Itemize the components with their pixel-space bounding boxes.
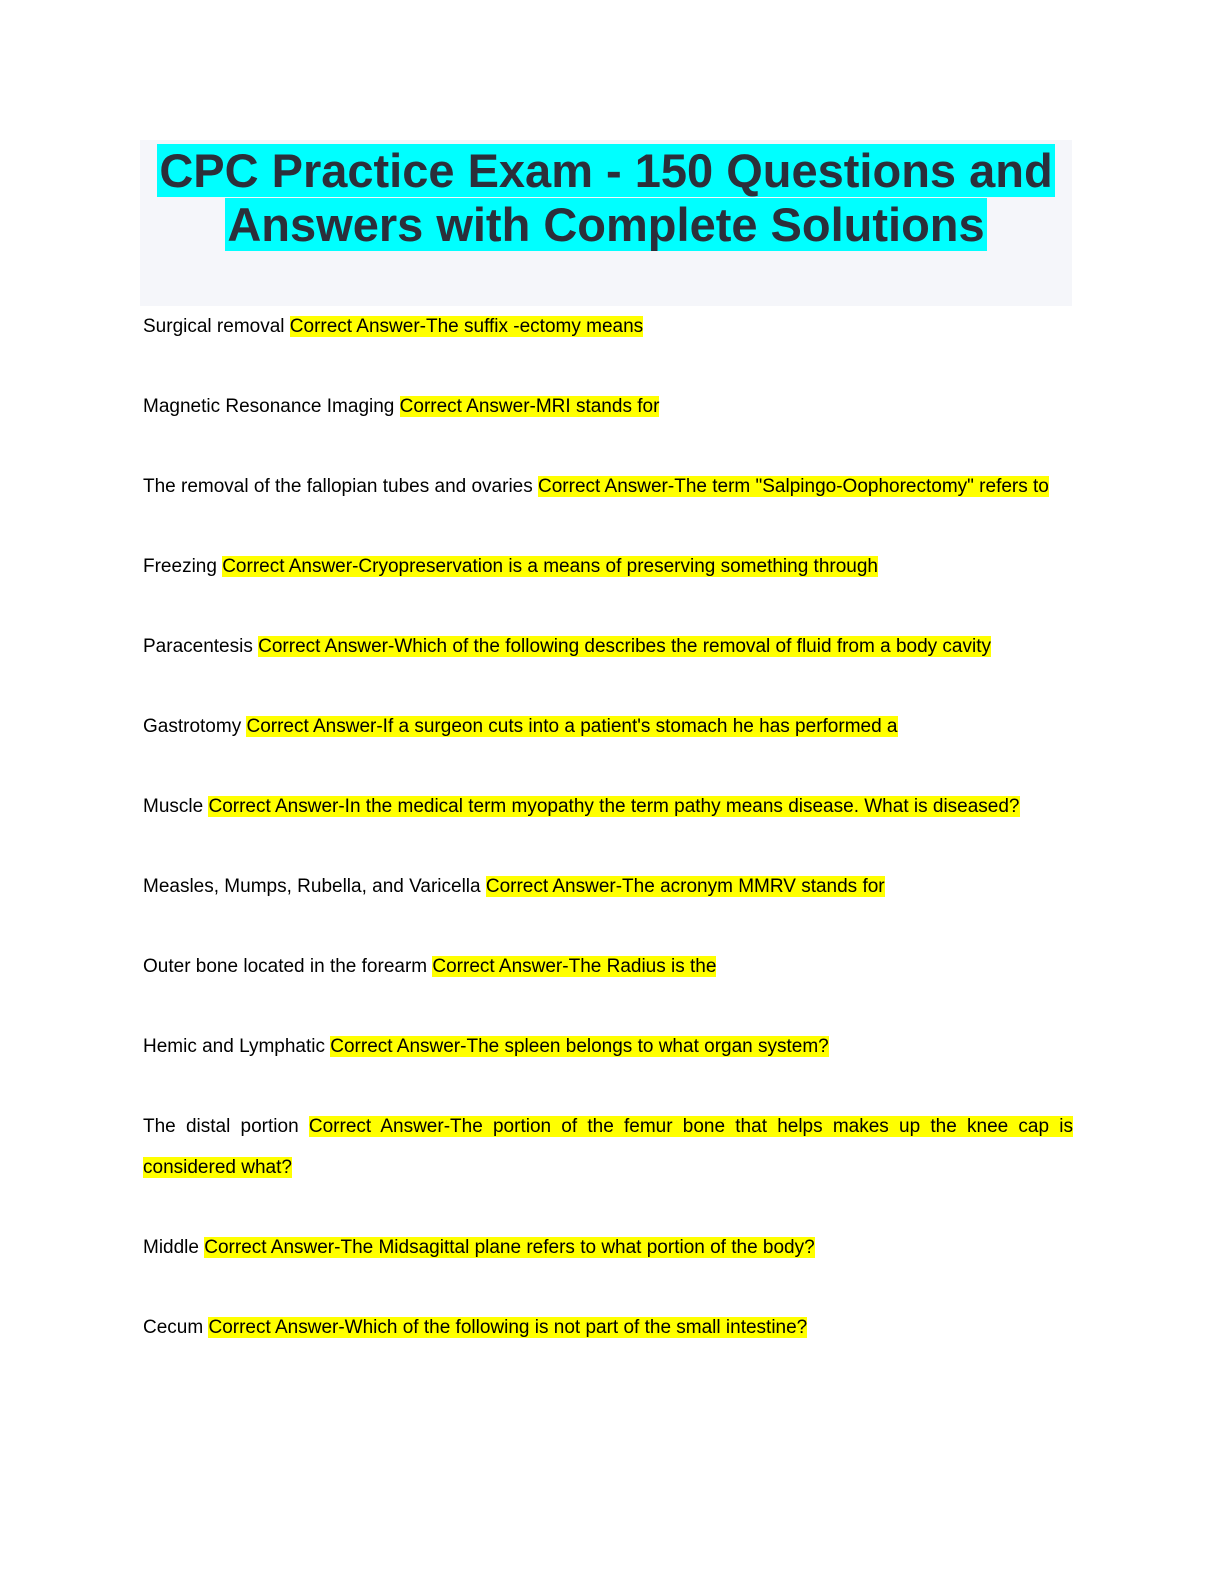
- qa-item: [143, 1026, 1073, 1067]
- qa-item: [143, 626, 1073, 667]
- qa-item: [143, 306, 1073, 347]
- qa-answer: Correct Answer-If a surgeon cuts into a patient's stomach he has performed a: [246, 716, 898, 737]
- qa-answer: Correct Answer-Which of the following describes the removal of fluid from a body cavity: [258, 636, 991, 657]
- qa-term: Muscle: [143, 796, 204, 817]
- qa-term: Outer bone located in the forearm: [143, 956, 428, 977]
- qa-answer: Correct Answer-Cryopreservation is a means of preserving something through: [222, 556, 878, 577]
- title-line-2-text: Answers with Complete Solutions: [227, 198, 985, 251]
- qa-item: [143, 466, 1073, 507]
- qa-item: [143, 386, 1073, 427]
- qa-term: The removal of the fallopian tubes and ovaries: [143, 476, 533, 497]
- qa-answer: Correct Answer-Which of the following is not part of the small intestine?: [208, 1317, 808, 1338]
- document-title: [140, 140, 1072, 306]
- qa-term: The distal portion: [143, 1116, 299, 1137]
- qa-answer: Correct Answer-In the medical term myopathy the term pathy means disease. What is diseased?: [208, 796, 1020, 817]
- qa-item: [143, 1106, 1073, 1188]
- qa-term: Surgical removal: [143, 316, 285, 337]
- qa-item: [143, 1227, 1073, 1268]
- title-line-1: [140, 144, 1072, 198]
- qa-answer: Correct Answer-MRI stands for: [399, 396, 660, 417]
- qa-answer: Correct Answer-The Radius is the: [432, 956, 717, 977]
- qa-item: [143, 866, 1073, 907]
- qa-term: Paracentesis: [143, 636, 253, 657]
- qa-item: [143, 706, 1073, 747]
- qa-item: [143, 786, 1073, 827]
- qa-item: [143, 1307, 1073, 1348]
- qa-term: Cecum: [143, 1317, 204, 1338]
- qa-answer: Correct Answer-The acronym MMRV stands for: [485, 876, 885, 897]
- qa-answer: Correct Answer-The Midsagittal plane refers to what portion of the body?: [204, 1237, 815, 1258]
- qa-answer: Correct Answer-The portion of the femur bone that helps makes up the knee cap is considered what?: [143, 1116, 1074, 1178]
- qa-item: [143, 546, 1073, 587]
- qa-term: Hemic and Lymphatic: [143, 1036, 325, 1057]
- qa-term: Middle: [143, 1237, 199, 1258]
- qa-term: Measles, Mumps, Rubella, and Varicella: [143, 876, 481, 897]
- title-line-1-text: CPC Practice Exam - 150 Questions and: [159, 144, 1053, 197]
- qa-answer: Correct Answer-The term "Salpingo-Oophorectomy" refers to: [538, 476, 1049, 497]
- title-line-2: [140, 198, 1072, 252]
- qa-answer: Correct Answer-The suffix -ectomy means: [289, 316, 644, 337]
- qa-answer: Correct Answer-The spleen belongs to what organ system?: [330, 1036, 829, 1057]
- qa-item: [143, 946, 1073, 987]
- qa-list: [143, 306, 1073, 1387]
- qa-term: Freezing: [143, 556, 217, 577]
- qa-term: Magnetic Resonance Imaging: [143, 396, 395, 417]
- qa-term: Gastrotomy: [143, 716, 242, 737]
